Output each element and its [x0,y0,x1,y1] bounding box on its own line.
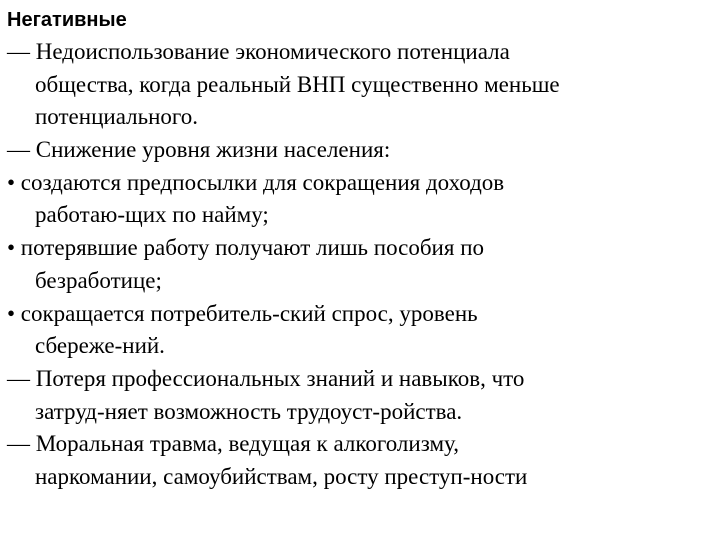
text-line-continuation: работаю-щих по найму; [35,202,269,228]
text-line-continuation: затруд-няет возможность трудоуст-ройства. [35,398,463,424]
text-line-continuation: потенциального. [35,104,198,130]
text-line-dash-underuse: — Недоиспользование экономического потенциала [7,39,510,64]
text-line-dash-skills: — Потеря профессиональных знаний и навыков, что [7,365,525,391]
text-line-continuation: общества, когда реальный ВНП существенно меньше [35,71,560,97]
text-line-bullet-benefits: • потерявшие работу получают лишь пособия по [7,235,485,261]
text-line-dash-trauma: — Моральная травма, ведущая к алкоголизму, [7,431,459,457]
slide-heading: Негативные [7,9,127,31]
text-line-continuation: наркомании, самоубийствам, росту преступ-ности [35,463,528,489]
text-line-continuation: безработице; [35,267,162,293]
text-line-dash-living-standard: — Снижение уровня жизни населения: [7,137,391,163]
text-line-bullet-demand: • сокращается потребитель-ский спрос, уровень [7,300,478,326]
text-line-bullet-income: • создаются предпосылки для сокращения доходов [7,169,505,195]
text-line-continuation: сбереже-ний. [35,333,165,359]
